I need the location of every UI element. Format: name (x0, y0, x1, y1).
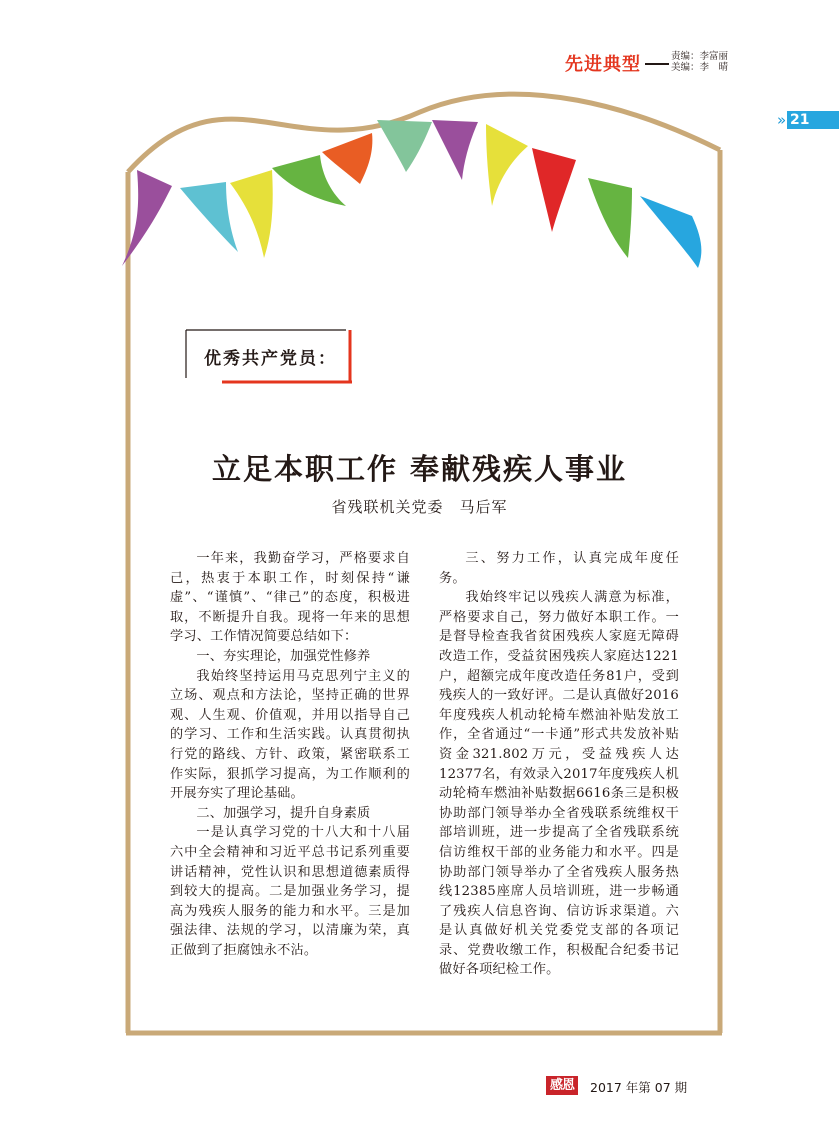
flag-icon (377, 120, 432, 172)
chevron-right-icon: » (777, 111, 787, 129)
flag-icon (640, 196, 701, 268)
issue-label: 2017 年第 07 期 (590, 1080, 688, 1095)
header-rule (645, 63, 669, 65)
article-title: 立足本职工作 奉献残疾人事业 (211, 452, 628, 486)
flag-icon (432, 120, 478, 180)
section-heading: 一、夯实理论，加强党性修养 (196, 648, 371, 664)
paragraph: 我始终牢记以残疾人满意为标准，严格要求自己，努力做好本职工作。一是督导检查我省贫困残疾人家庭无障碍改造工作，受益贫困残疾人家庭达1221户，超额完成年度改造任务81户，受到残疾人的一致好评。二是认真做好2016年度残疾人机动轮椅车燃油补贴发放工作，全省通过“一卡通”形式共发放补贴资金321.802万元，受益残疾人达12377名，有效录入2017年度残疾人机动轮椅车燃油补贴数据6616条三是积极协助部门领导举办全省残联系统维权干部培训班，进一步提高了全省残联系统信访维权干部的业务能力和水平。四是协助部门领导举办了全省残疾人服务热线12385座席人员培训班，进一步畅通了残疾人信息咨询、信访诉求渠道。六是认真做好机关党委党支部的各项记录、党费收缴工作，积极配合纪委书记做好各项纪检工作。 (439, 590, 679, 978)
paragraph: 一年来，我勤奋学习，严格要求自己，热衷于本职工作，时刻保持“谦虚”、“谨慎”、“律己”的态度，积极进取，不断提升自我。现将一年来的思想学习、工作情况简要总结如下： (170, 551, 410, 645)
body-column-left (170, 549, 410, 960)
flag-icon (486, 124, 528, 206)
paragraph: 一是认真学习党的十八大和十八届六中全会精神和习近平总书记系列重要讲话精神，党性认识和思想道德素质得到较大的提高。二是加强业务学习，提高为残疾人服务的能力和水平。三是加强法律、法规的学习，以清廉为荣，真正做到了拒腐蚀永不沾。 (170, 825, 410, 958)
section-heading: 三、努力工作，认真完成年度任务。 (439, 551, 679, 586)
flag-icon (532, 148, 576, 232)
section-heading: 二、加强学习，提升自身素质 (196, 805, 371, 821)
flag-icon (322, 133, 372, 184)
editor-credit: 责编：李富丽 (671, 51, 729, 62)
flag-icon (588, 178, 632, 258)
paragraph: 我始终坚持运用马克思列宁主义的立场、观点和方法论，坚持正确的世界观、人生观、价值观，并用以指导自己的学习、工作和生活实践。认真贯彻执行党的路线、方针、政策，紧密联系工作实际，狠抓学习提高，为工作顺利的开展夯实了理论基础。 (170, 668, 410, 802)
category-label: 优秀共产党员： (204, 349, 337, 369)
flag-icon (180, 182, 238, 252)
flag-icon (230, 170, 273, 258)
article-author: 省残联机关党委 马后军 (331, 498, 508, 516)
art-editor-credit: 美编：李 晴 (671, 62, 729, 73)
body-column-right (439, 549, 679, 980)
section-title: 先进典型 (565, 54, 641, 75)
page-number: 21 (790, 112, 810, 128)
magazine-logo: 感恩 (546, 1076, 578, 1095)
